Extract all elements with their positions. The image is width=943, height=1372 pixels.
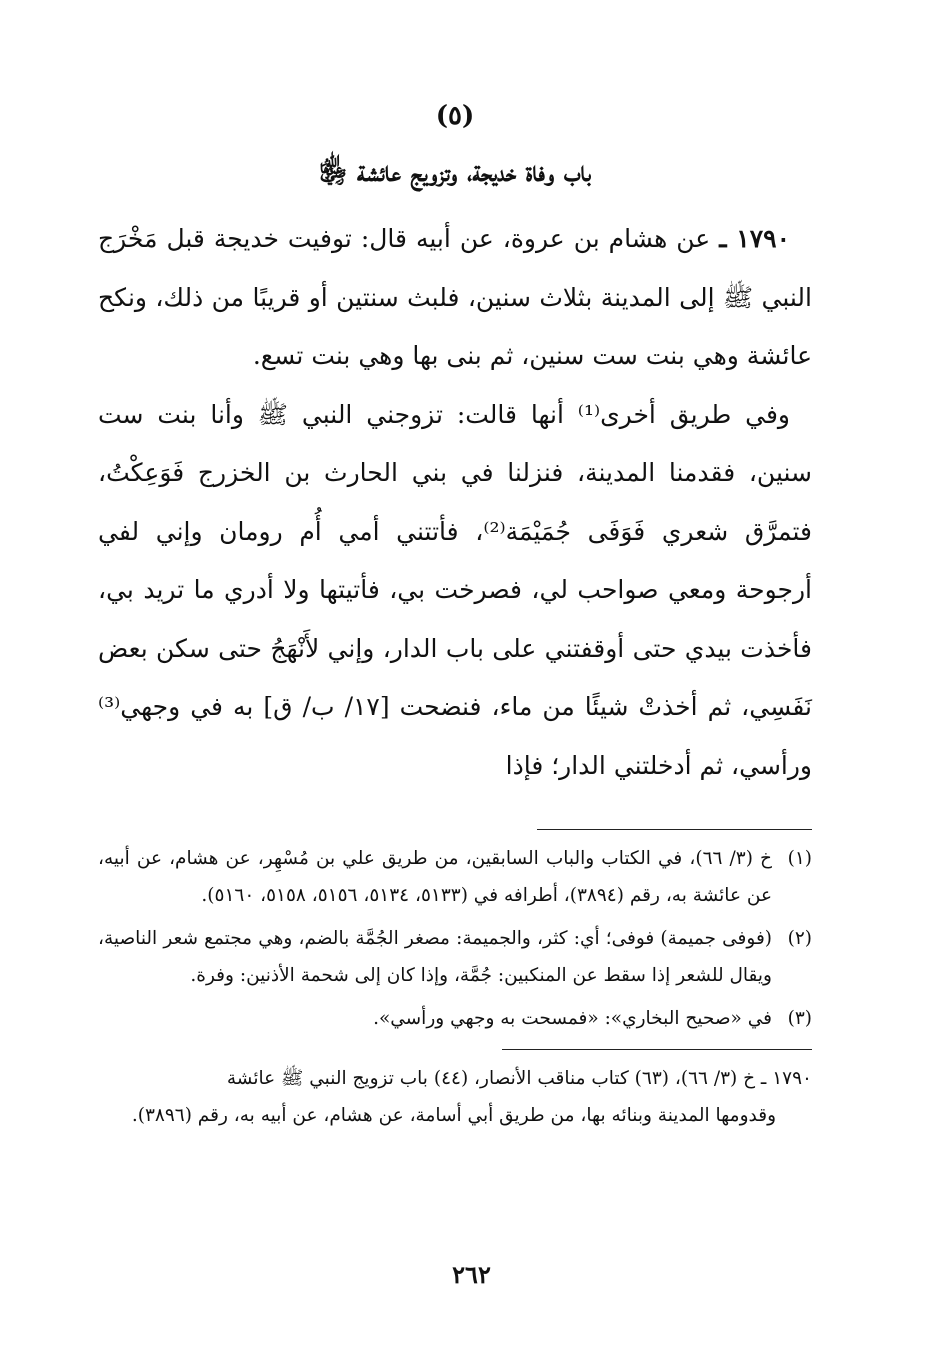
source-note-first-line: ١٧٩٠ ـ خ (٣/ ٦٦)، (٦٣) كتاب مناقب الأنصار، (٤٤) باب تزويج النبي ﷺ عائشة	[226, 1068, 812, 1089]
footnote-text: (فوفى جميمة) فوفى؛ أي: كثر، والجميمة: مصغر الجُمَّة بالضم، وهي مجتمع شعر الناصية، ويقال للشعر إذا سقط عن المنكبين: جُمَّة، وإذا كان إلى شحمة الأذنين: وفرة.	[98, 928, 772, 986]
footnote-text: خ (٣/ ٦٦)، في الكتاب والباب السابقين، من طريق علي بن مُسْهِر، عن هشام، عن أبيه، عن عائشة به، رقم (٣٨٩٤)، أطرافه في (٥١٣٣، ٥١٣٤، ٥١٥٦، ٥١٥٨، ٥١٦٠).	[98, 848, 772, 906]
footnotes	[98, 840, 812, 1037]
footnote-2	[98, 920, 812, 994]
hadith-number: ١٧٩٠ ـ	[719, 224, 790, 253]
footnote-divider	[537, 829, 812, 830]
page-number: ٢٦٢	[452, 1260, 491, 1289]
chapter-number: (٥)	[435, 101, 475, 131]
hadith-paragraph-1	[98, 210, 812, 386]
book-page	[98, 90, 812, 1134]
source-note-rest: وقدومها المدينة وبنائه بها، من طريق أبي أسامة، عن هشام، عن أبيه به، رقم (٣٨٩٦).	[131, 1105, 776, 1126]
chapter-title: باب وفاة خديجة، وتزويج عائشة ﵂	[318, 155, 592, 188]
footnote-number: (٢)	[787, 928, 812, 949]
source-divider	[502, 1049, 812, 1050]
footnote-text: في «صحيح البخاري»: «فمسحت به وجهي ورأسي».	[373, 1008, 772, 1029]
footnote-1	[98, 840, 812, 914]
footnote-3	[98, 1000, 812, 1037]
footnote-number: (١)	[787, 848, 812, 869]
footnote-number: (٣)	[787, 1008, 812, 1029]
hadith-text: عن هشام بن عروة، عن أبيه قال: توفيت خديجة قبل مَخْرَج النبي ﷺ إلى المدينة بثلاث سنين، فلبث سنتين أو قريبًا من ذلك، ونكح عائشة وهي بنت ست سنين، ثم بنى بها وهي بنت تسع.	[98, 224, 812, 370]
hadith-body	[98, 210, 812, 795]
source-note	[98, 1060, 812, 1134]
hadith-paragraph-2: وفي طريق أخرى⁽¹⁾ أنها قالت: تزوجني النبي ﷺ وأنا بنت ست سنين، فقدمنا المدينة، فنزلنا في بني الحارث بن الخزرج فَوَعِكْتُ، فتمرَّق شعري فَوَفَى جُمَيْمَة⁽²⁾، فأتتني أمي أُم رومان وإني لفي أرجوحة ومعي صواحب لي، فصرخت بي، فأتيتها ولا أدري ما تريد بي، فأخذت بيدي حتى أوقفتني على باب الدار، وإني لأَنْهَجُ حتى سكن بعض نَفَسِي، ثم أخذتْ شيئًا من ماء، فنضحت [١٧/ ب/ ق] به في وجهي⁽³⁾ ورأسي، ثم أدخلتني الدار؛ فإذا	[98, 399, 812, 780]
